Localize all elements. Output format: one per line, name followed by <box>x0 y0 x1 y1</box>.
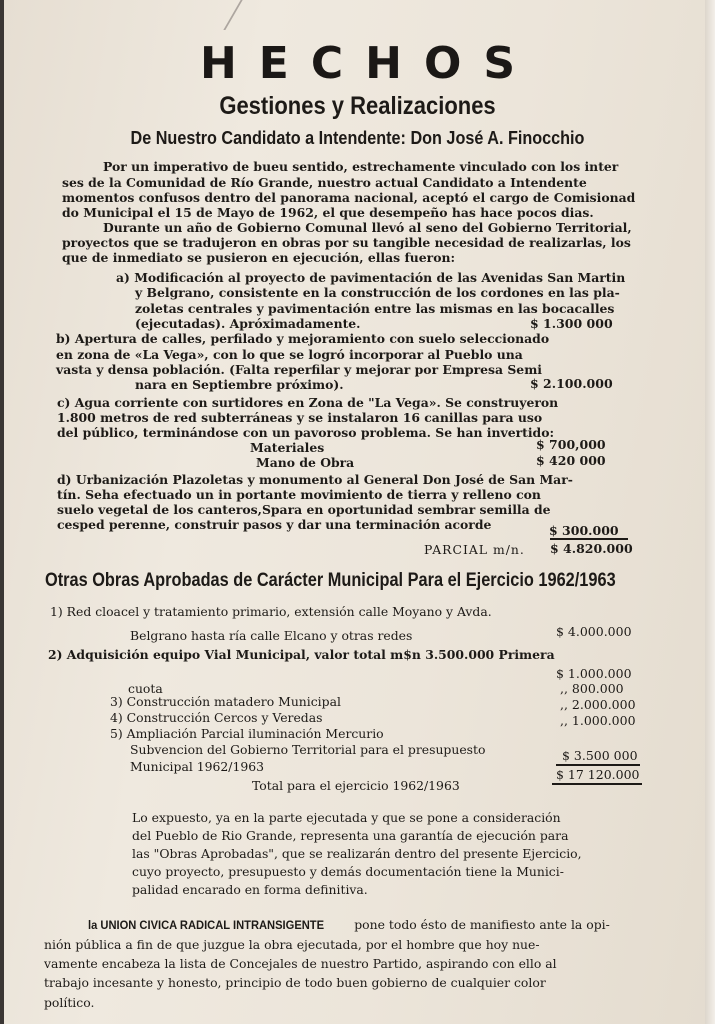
obra-row: 2) Adquisición equipo Vial Municipal, valor total m$n 3.500.000 Primera <box>48 647 555 662</box>
item-d-line: tín. Seha efectuado un in portante movimiento de tierra y relleno con <box>57 487 541 502</box>
closing-line: las "Obras Aprobadas", que se realizarán dentro del presente Ejercicio, <box>132 846 582 861</box>
closing-line: del Pueblo de Rio Grande, representa una garantía de ejecución para <box>132 828 569 843</box>
item-d-line: d) Urbanización Plazoletas y monumento al General Don José de San Mar- <box>57 472 573 487</box>
parcial-label: PARCIAL m/n. <box>424 542 525 557</box>
document-title: HECHOS <box>199 38 538 89</box>
item-d-line: suelo vegetal de los canteros,Spara en oportunidad sembrar semilla de <box>57 502 551 517</box>
section-heading: Otras Obras Aprobadas de Carácter Municipal Para el Ejercicio 1962/1963 <box>45 570 616 591</box>
obra-amount: ,, 1.000.000 <box>560 713 636 728</box>
final-line-1-rest: pone todo ésto de manifiesto ante la opi- <box>350 917 610 932</box>
final-line: vamente encabeza la lista de Concejales de nuestro Partido, aspirando con ello al <box>44 956 557 971</box>
document-subtitle: Gestiones y Realizaciones <box>219 92 496 120</box>
item-a-line: zoletas centrales y pavimentación entre las mismas en las bocacalles <box>135 301 615 316</box>
obra-row: 3) Construcción matadero Municipal <box>110 694 341 709</box>
final-line: nión pública a fin de que juzgue la obra ejecutada, por el hombre que hoy nue- <box>44 937 540 952</box>
obra-amount: $ 1.000.000 <box>556 666 632 681</box>
final-line: político. <box>44 995 95 1010</box>
item-d-line: cesped perenne, construir pasos y dar una terminación acorde <box>57 517 492 532</box>
obra-amount: ,, 2.000.000 <box>560 697 636 712</box>
final-line-1 <box>88 917 610 932</box>
final-line: trabajo incesante y honesto, principio de todo buen gobierno de cualquier color <box>44 975 546 990</box>
obra-amount: $ 3.500 000 <box>562 748 638 763</box>
item-a-line: y Belgrano, consistente en la construcción de los cordones en las pla- <box>135 285 620 300</box>
total-label: Total para el ejercicio 1962/1963 <box>252 778 460 793</box>
item-a-line: a) Modificación al proyecto de pavimentación de las Avenidas San Martin <box>116 270 626 285</box>
materiales-label: Materiales <box>250 440 325 455</box>
intro-line: ses de la Comunidad de Río Grande, nuestro actual Candidato a Intendente <box>62 175 587 190</box>
intro-line: Durante un año de Gobierno Comunal llevó al seno del Gobierno Territorial, <box>103 220 632 235</box>
sum-rule <box>556 764 640 766</box>
closing-line: Lo expuesto, ya en la parte ejecutada y que se pone a consideración <box>132 810 561 825</box>
photo-edge-right <box>705 0 715 1024</box>
materiales-amount: $ 700,000 <box>536 437 606 452</box>
item-c-line: 1.800 metros de red subterráneas y se instalaron 16 canillas para uso <box>57 410 543 425</box>
obra-row: Subvencion del Gobierno Territorial para el presupuesto <box>130 742 486 757</box>
obra-row: 1) Red cloacel y tratamiento primario, extensión calle Moyano y Avda. <box>50 604 492 619</box>
parcial-amount: $ 4.820.000 <box>550 541 633 556</box>
closing-line: cuyo proyecto, presupuesto y demás documentación tiene la Munici- <box>132 864 564 879</box>
total-double-rule <box>552 783 642 785</box>
mano-de-obra-label: Mano de Obra <box>256 455 355 470</box>
mano-de-obra-amount: $ 420 000 <box>536 453 606 468</box>
item-c-line: del público, terminándose con un pavoroso problema. Se han invertido: <box>57 425 555 440</box>
obra-row: cuota <box>128 681 163 696</box>
closing-line: palidad encarado en forma definitiva. <box>132 882 368 897</box>
total-amount: $ 17 120.000 <box>556 767 640 782</box>
candidate-line: De Nuestro Candidato a Intendente: Don José A. Finocchio <box>130 128 585 148</box>
intro-line: momentos confusos dentro del panorama nacional, aceptó el cargo de Comisionad <box>62 190 636 205</box>
item-b-line: en zona de «La Vega», con lo que se logró incorporar al Pueblo una <box>56 347 523 362</box>
intro-line: Por un imperativo de bueu sentido, estrechamente vinculado con los inter <box>103 159 619 174</box>
item-c-line: c) Agua corriente con surtidores en Zona de "La Vega». Se construyeron <box>57 395 559 410</box>
obra-row: Belgrano hasta ría calle Elcano y otras redes <box>130 628 413 643</box>
item-a-line: (ejecutadas). Apróximadamente. <box>135 316 361 331</box>
intro-line: que de inmediato se pusieron en ejecución, ellas fueron: <box>62 250 456 265</box>
photo-edge-left <box>0 0 4 1024</box>
item-b-amount: $ 2.100.000 <box>530 376 613 391</box>
sum-rule <box>550 538 628 540</box>
item-b-line: nara en Septiembre próximo). <box>135 377 344 392</box>
item-b-line: b) Apertura de calles, perfilado y mejoramiento con suelo seleccionado <box>56 331 550 346</box>
obra-amount: ,, 800.000 <box>560 681 624 696</box>
item-a-amount: $ 1.300 000 <box>530 316 613 331</box>
item-b-line: vasta y densa población. (Falta reperfilar y mejorar por Empresa Semi <box>56 362 543 377</box>
obra-amount: $ 4.000.000 <box>556 624 632 639</box>
obra-row: Municipal 1962/1963 <box>130 759 264 774</box>
intro-line: proyectos que se tradujeron en obras por su tangible necesidad de realizarlas, los <box>62 235 631 250</box>
item-d-amount: $ 300.000 <box>549 523 619 538</box>
party-name: la UNION CIVICA RADICAL INTRANSIGENTE <box>88 918 325 932</box>
obra-row: 5) Ampliación Parcial iluminación Mercurio <box>110 726 384 741</box>
intro-line: do Municipal el 15 de Mayo de 1962, el que desempeño has hace pocos dias. <box>62 205 594 220</box>
paper-crease <box>223 0 274 30</box>
obra-row: 4) Construcción Cercos y Veredas <box>110 710 323 725</box>
